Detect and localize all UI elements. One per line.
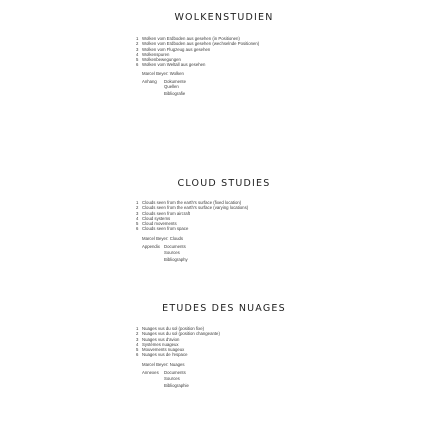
toc-list — [136, 200, 248, 232]
appendix-label: Anhang — [142, 79, 157, 84]
toc-item: 3 Clouds seen from aircraft — [136, 210, 191, 216]
appendix-sources: Quellen — [164, 84, 179, 89]
toc-item: 6 Wolken vom Weltall aus gesehen — [136, 62, 206, 68]
toc-item: 1 Wolken vom Erdboden aus gesehen (in Positionen) — [136, 36, 240, 41]
toc-item: 1 Clouds seen from the earth's surface (fixed location) — [136, 200, 242, 205]
appendix-documents: Documents — [164, 244, 186, 249]
section-title-en: CLOUD STUDIES — [177, 178, 271, 189]
appendix-sources: Sources — [164, 250, 180, 255]
toc-item: 2 Wolken vom Erdboden aus gesehen (wechselnde Positionen) — [136, 41, 260, 47]
author-line: Marcel Beyer: Wolken — [142, 71, 184, 76]
bibliography: Bibliographie — [164, 383, 189, 388]
toc-item: 5 Wolkenbewegungen — [136, 57, 181, 63]
author-line: Marcel Beyer: Nuages — [142, 362, 185, 367]
appendix-documents: Documents — [164, 370, 186, 375]
toc-item: 2 Nuages vus du sol (position changeante) — [136, 331, 220, 337]
toc-item: 4 Systèmes nuageux — [136, 341, 179, 347]
appendix-sources: Sources — [164, 376, 180, 381]
toc-item: 3 Wolken vom Flugzeug aus gesehen — [136, 46, 211, 52]
toc-item: 3 Nuages vus d'avion — [136, 336, 180, 342]
toc-item: 6 Clouds seen from space — [136, 226, 189, 232]
bibliography: Bibliografie — [164, 91, 186, 96]
appendix-documents: Dokumente — [164, 79, 186, 84]
toc-list — [136, 36, 259, 68]
toc-item: 1 Nuages vus du sol (position fixe) — [136, 326, 205, 331]
toc-item: 5 Cloud movements — [136, 221, 177, 227]
toc-list — [136, 326, 220, 358]
toc-item: 6 Nuages vus de l'espace — [136, 352, 188, 358]
author-line: Marcel Beyer: Clouds — [142, 236, 184, 241]
toc-item: 4 Wolkenspuren — [136, 51, 170, 57]
appendix-label: Annexes — [142, 370, 159, 375]
toc-item: 5 Mouvements nuageux — [136, 347, 185, 353]
toc-item: 4 Cloud systems — [136, 215, 171, 221]
section-title-fr: ETUDES DES NUAGES — [162, 303, 286, 314]
section-title-de: WOLKENSTUDIEN — [174, 12, 274, 23]
toc-item: 2 Clouds seen from the earth's surface (varying locations) — [136, 205, 249, 211]
bibliography: Bibliography — [164, 257, 188, 262]
appendix-label: Appendix — [142, 244, 160, 249]
